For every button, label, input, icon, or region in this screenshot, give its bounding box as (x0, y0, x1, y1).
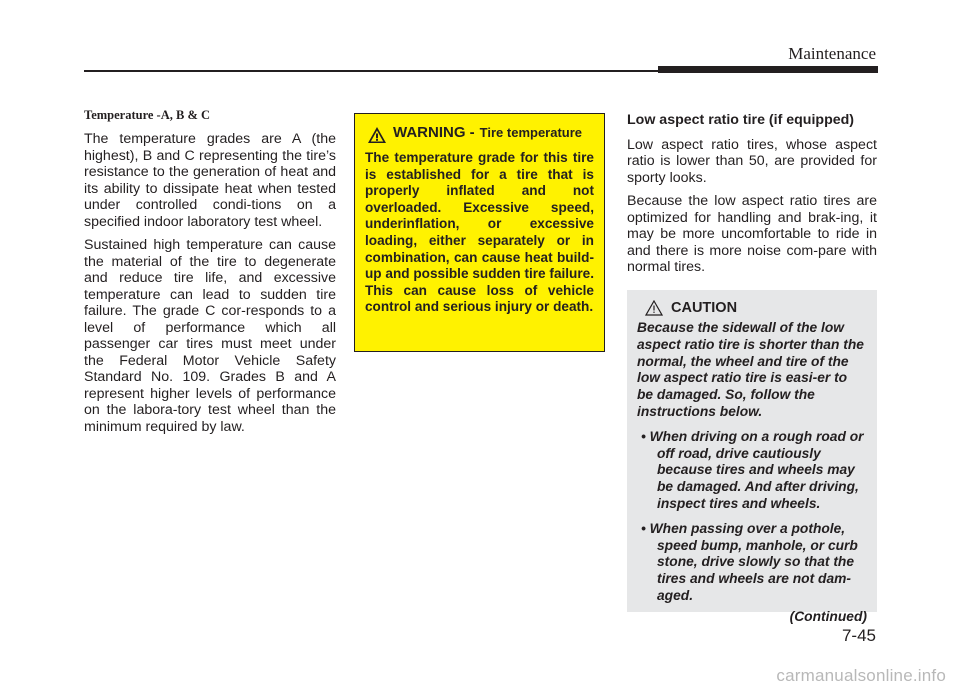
temperature-heading: Temperature -A, B & C (84, 108, 211, 122)
continued-label: (Continued) (789, 608, 867, 624)
watermark: carmanualsonline.info (776, 666, 946, 685)
caution-list (637, 429, 867, 605)
warning-box (354, 113, 605, 352)
paragraph: Low aspect ratio tires, whose aspect ratio is lower than 50, are provided for sporty looks. (627, 136, 877, 186)
paragraph: Because the low aspect ratio tires are optimized for handling and brak-ing, it may be more uncomfortable to ride in and there is more noise com-pare with normal tires. (627, 193, 877, 275)
warning-triangle-icon (367, 126, 387, 144)
warning-title: WARNING - (393, 124, 475, 141)
list-item: • When passing over a pothole, speed bump, manhole, or curb stone, drive slowly so that the tires and wheels are not dam-aged. (641, 520, 858, 603)
low-aspect-heading: Low aspect ratio tire (if equipped) (627, 112, 855, 128)
header-rule (84, 70, 660, 72)
caution-box (627, 290, 877, 624)
section-title: Maintenance (788, 44, 876, 63)
list-item: • When driving on a rough road or off road, drive cautiously because tires and wheels may be damaged. And after driving, inspect tires and wheels. (641, 428, 864, 511)
warning-text: The temperature grade for this tire is established for a tire that is properly inflated and not overloaded. Excessive speed, underinflation, or excessive loading, either separately or in combination, can cause heat build-up and possible sudden tire failure. This can cause loss of vehicle control and serious injury or death. (365, 150, 594, 315)
caution-triangle-icon (645, 300, 663, 316)
paragraph: Sustained high temperature can cause the material of the tire to degenerate and reduce tire life, and excessive temperature can lead to sudden tire failure. The grade C cor-responds to a level of performance which all passenger car tires must meet under the Federal Motor Vehicle Safety Standard No. 109. Grades B and A represent higher levels of performance on the labora-tory test wheel than the minimum required by law. (84, 237, 336, 435)
caution-intro: Because the sidewall of the low aspect ratio tire is shorter than the normal, the wheel and tire of the low aspect ratio tire is easi-er to be damaged. So, follow the instructions below. (637, 320, 864, 419)
paragraph: The temperature grades are A (the highest), B and C representing the tire’s resistance to the generation of heat and its ability to dissipate heat when tested under controlled condi-tions on a specified indoor laboratory test wheel. (84, 131, 336, 230)
header-rule-thick (658, 66, 878, 73)
page-number: 7-45 (841, 626, 876, 645)
right-column (627, 108, 877, 283)
caution-title: CAUTION (671, 300, 738, 316)
warning-subtitle: Tire temperature (479, 125, 583, 140)
warning-title-row (365, 124, 594, 144)
caution-title-row (637, 300, 867, 316)
left-column (84, 108, 336, 442)
